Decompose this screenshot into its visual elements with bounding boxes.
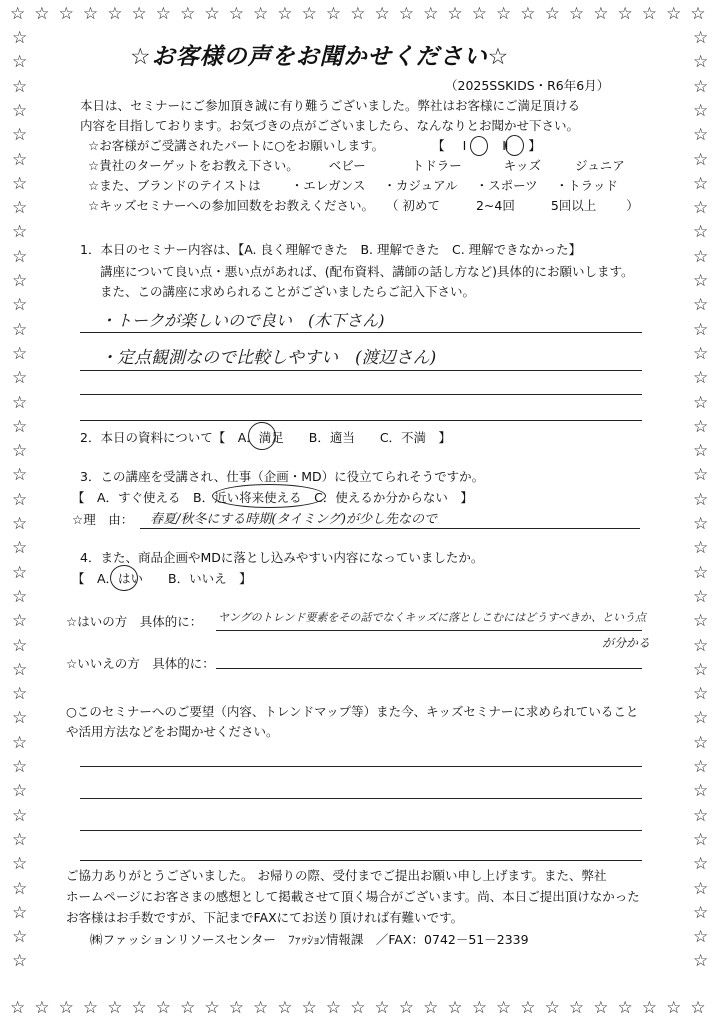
q4-selected-circle xyxy=(110,565,138,591)
border-star-icon: ☆ xyxy=(107,4,123,24)
q1-answer-line-4[interactable] xyxy=(80,420,642,421)
target-option-kids[interactable]: キッズ xyxy=(503,158,541,173)
target-option-baby[interactable]: ベビー xyxy=(328,158,366,173)
border-star-icon: ☆ xyxy=(12,781,28,802)
q1-line-3: また、この講座に求められることがございましたらご記入下さい。 xyxy=(100,284,476,299)
part-option-1[interactable]: Ⅰ xyxy=(462,138,467,153)
border-star-icon: ☆ xyxy=(180,4,196,24)
border-star-icon: ☆ xyxy=(180,998,196,1018)
page-subtitle: （2025SSKIDS・R6年6月） xyxy=(445,78,610,93)
border-star-icon: ☆ xyxy=(568,4,585,24)
border-star-icon: ☆ xyxy=(12,635,28,656)
border-star-icon: ☆ xyxy=(12,951,28,972)
border-star-icon: ☆ xyxy=(496,4,512,24)
border-star-icon: ☆ xyxy=(693,781,709,802)
border-star-icon: ☆ xyxy=(12,246,28,267)
target-label: ☆貴社のターゲットをお教え下さい。 xyxy=(88,158,299,173)
border-star-icon: ☆ xyxy=(693,465,709,486)
border-star-icon: ☆ xyxy=(693,684,709,705)
count-option-5plus[interactable]: 5回以上 xyxy=(550,198,597,213)
request-line-d[interactable] xyxy=(80,860,642,861)
border-star-icon: ☆ xyxy=(568,998,585,1018)
closing-line-1: ご協力ありがとうございました。 お帰りの際、受付までご提出お願い申し上げます。また、弊社 xyxy=(66,868,607,883)
closing-line-3: お客様はお手数ですが、下記までFAXにてお送り頂ければ有難いです。 xyxy=(66,910,464,925)
border-star-icon: ☆ xyxy=(12,173,28,194)
border-star-icon: ☆ xyxy=(693,659,709,680)
q1-answer-line-3[interactable] xyxy=(80,394,642,395)
border-star-icon: ☆ xyxy=(301,4,317,24)
border-star-icon: ☆ xyxy=(693,927,709,948)
border-star-icon: ☆ xyxy=(374,4,390,24)
border-star-icon: ☆ xyxy=(666,998,682,1018)
border-star-icon: ☆ xyxy=(693,635,709,656)
intro-line-1: 本日は、セミナーにご参加頂き誠に有り難うございました。弊社はお客様にご満足頂ける xyxy=(80,98,581,113)
taste-option-elegance[interactable]: ・エレガンス xyxy=(290,178,366,193)
border-star-icon: ☆ xyxy=(10,998,26,1018)
taste-label: ☆また、ブランドのテイストは xyxy=(88,178,261,193)
border-star-icon: ☆ xyxy=(693,878,709,899)
border-star-icon: ☆ xyxy=(277,998,293,1018)
border-star-icon: ☆ xyxy=(693,708,709,729)
border-star-icon: ☆ xyxy=(253,998,269,1018)
taste-option-trad[interactable]: ・トラッド xyxy=(555,178,618,193)
border-star-icon: ☆ xyxy=(12,416,28,437)
q3-line-2: 【 A．すぐ使える B．近い将来使える C．使えるか分からない 】 xyxy=(72,490,473,505)
q1-answer-line-1[interactable] xyxy=(80,332,642,333)
border-star-icon: ☆ xyxy=(447,4,463,24)
q3-reason-line[interactable] xyxy=(140,528,640,529)
border-star-icon: ☆ xyxy=(228,4,244,24)
q3-reason-label: ☆理 由： xyxy=(72,512,134,527)
border-star-icon: ☆ xyxy=(693,319,709,340)
border-star-icon: ☆ xyxy=(12,319,28,340)
border-star-icon: ☆ xyxy=(398,998,415,1018)
border-star-icon: ☆ xyxy=(107,998,123,1018)
target-option-junior[interactable]: ジュニア xyxy=(574,158,625,173)
border-star-icon: ☆ xyxy=(12,562,28,583)
q1-answer-1: ・トークが楽しいので良い (木下さん) xyxy=(100,311,385,330)
request-line-2: や活用方法などをお聞かせください。 xyxy=(66,724,279,739)
border-star-icon: ☆ xyxy=(82,998,99,1018)
border-star-icon: ☆ xyxy=(34,4,50,24)
footer-contact: ㈱ファッションリソースセンター ﾌｧｯｼｮﾝ情報課 ／FAX：0742－51－2339 xyxy=(90,932,529,947)
border-star-icon: ☆ xyxy=(325,998,342,1018)
border-star-icon: ☆ xyxy=(301,998,317,1018)
part-option-2-circle xyxy=(505,135,524,156)
border-star-icon: ☆ xyxy=(690,4,706,24)
q4-no-label: ☆いいえの方 具体的に： xyxy=(66,656,215,671)
border-star-icon: ☆ xyxy=(693,586,709,607)
border-star-icon: ☆ xyxy=(693,441,709,462)
q3-line-1: 3．この講座を受講され、仕事（企画・MD）に役立てられそうですか。 xyxy=(80,469,485,484)
page-title: ☆お客様の声をお聞かせください☆ xyxy=(130,44,510,70)
border-star-icon: ☆ xyxy=(12,902,28,923)
q1-answer-line-2[interactable] xyxy=(80,370,642,371)
border-star-icon: ☆ xyxy=(693,829,709,850)
border-star-icon: ☆ xyxy=(155,998,172,1018)
target-question xyxy=(88,158,647,174)
border-star-icon: ☆ xyxy=(82,4,99,24)
border-star-icon: ☆ xyxy=(693,100,709,121)
border-star-icon: ☆ xyxy=(693,343,709,364)
q1-line-1: 1．本日のセミナー内容は、【A. 良く理解できた B. 理解できた C. 理解できなかった】 xyxy=(80,242,582,257)
count-label: ☆キッズセミナーへの参加回数をお教えください。 xyxy=(88,198,374,213)
border-star-icon: ☆ xyxy=(447,998,463,1018)
border-star-icon: ☆ xyxy=(693,125,709,146)
border-star-icon: ☆ xyxy=(693,902,709,923)
border-star-icon: ☆ xyxy=(325,4,342,24)
taste-option-casual[interactable]: ・カジュアル xyxy=(383,178,458,193)
border-star-icon: ☆ xyxy=(374,998,390,1018)
border-star-icon: ☆ xyxy=(131,998,147,1018)
border-star-icon: ☆ xyxy=(641,998,658,1018)
border-star-icon: ☆ xyxy=(12,757,28,777)
border-star-icon: ☆ xyxy=(12,295,28,316)
q4-yes-answer-cont: が分かる xyxy=(602,636,651,650)
border-star-icon: ☆ xyxy=(12,465,28,486)
border-star-icon: ☆ xyxy=(12,368,28,389)
border-star-icon: ☆ xyxy=(693,392,709,413)
border-star-icon: ☆ xyxy=(617,998,633,1018)
q3-reason-answer: 春夏/秋冬にする時期(タイミング)が少し先なので xyxy=(150,512,438,527)
border-star-icon: ☆ xyxy=(693,368,709,389)
q2-question: 2．本日の資料について【 A．満足 B．適当 C．不満 】 xyxy=(80,430,452,445)
border-star-icon: ☆ xyxy=(12,732,28,753)
request-line-a[interactable] xyxy=(80,766,642,767)
border-star-icon: ☆ xyxy=(12,392,28,413)
border-star-icon: ☆ xyxy=(496,998,512,1018)
target-option-toddler[interactable]: トドラー xyxy=(411,158,462,173)
border-star-icon: ☆ xyxy=(693,295,709,316)
request-line-b[interactable] xyxy=(80,798,642,799)
border-star-icon: ☆ xyxy=(544,998,560,1018)
border-star-icon: ☆ xyxy=(693,28,709,48)
border-star-icon: ☆ xyxy=(693,514,709,534)
border-star-icon: ☆ xyxy=(350,4,366,24)
border-star-icon: ☆ xyxy=(641,4,658,24)
border-star-icon: ☆ xyxy=(693,562,709,583)
border-star-icon: ☆ xyxy=(693,489,709,510)
request-line-c[interactable] xyxy=(80,830,642,831)
part-option-2[interactable]: Ⅱ xyxy=(502,138,509,153)
q1-answer-2: ・定点観測なので比較しやすい (渡辺さん) xyxy=(100,348,437,368)
border-star-icon: ☆ xyxy=(12,538,28,559)
border-star-icon: ☆ xyxy=(34,998,50,1018)
border-star-icon: ☆ xyxy=(12,829,28,850)
border-star-icon: ☆ xyxy=(693,222,709,243)
border-star-icon: ☆ xyxy=(12,489,28,510)
border-star-icon: ☆ xyxy=(12,514,28,534)
border-star-icon: ☆ xyxy=(131,4,147,24)
border-star-icon: ☆ xyxy=(12,343,28,364)
border-star-icon: ☆ xyxy=(12,708,28,729)
part-bracket-open: 【 xyxy=(432,138,445,153)
count-question xyxy=(88,198,639,214)
q4-line-2: 【 A．はい B．いいえ 】 xyxy=(72,571,252,586)
border-star-icon: ☆ xyxy=(277,4,293,24)
border-star-icon: ☆ xyxy=(520,4,536,24)
border-star-icon: ☆ xyxy=(12,441,28,462)
border-star-icon: ☆ xyxy=(544,4,560,24)
border-star-icon: ☆ xyxy=(693,805,709,826)
part-bracket-close: 】 xyxy=(528,138,541,153)
count-paren-open: （ xyxy=(385,198,399,213)
taste-option-sports[interactable]: ・スポーツ xyxy=(475,178,538,193)
border-star-icon: ☆ xyxy=(471,998,487,1018)
border-star-icon: ☆ xyxy=(693,538,709,559)
border-star-icon: ☆ xyxy=(423,4,439,24)
border-star-icon: ☆ xyxy=(471,4,487,24)
border-star-icon: ☆ xyxy=(204,4,220,24)
border-star-icon: ☆ xyxy=(12,586,28,607)
border-star-icon: ☆ xyxy=(350,998,366,1018)
border-star-icon: ☆ xyxy=(58,998,74,1018)
border-star-icon: ☆ xyxy=(693,52,709,73)
border-star-icon: ☆ xyxy=(520,998,536,1018)
q4-no-line[interactable] xyxy=(216,668,642,669)
border-star-icon: ☆ xyxy=(12,198,28,219)
q4-yes-line[interactable] xyxy=(216,630,642,631)
border-star-icon: ☆ xyxy=(12,805,28,826)
border-star-icon: ☆ xyxy=(12,222,28,243)
border-star-icon: ☆ xyxy=(593,998,609,1018)
border-star-icon: ☆ xyxy=(398,4,415,24)
border-star-icon: ☆ xyxy=(666,4,682,24)
border-star-icon: ☆ xyxy=(693,416,709,437)
border-star-icon: ☆ xyxy=(58,4,74,24)
count-paren-close: ） xyxy=(626,198,639,213)
border-star-icon: ☆ xyxy=(12,684,28,705)
border-star-icon: ☆ xyxy=(12,878,28,899)
border-star-icon: ☆ xyxy=(155,4,172,24)
part-option-1-circle xyxy=(470,136,488,156)
border-star-icon: ☆ xyxy=(12,76,28,97)
border-star-icon: ☆ xyxy=(12,611,28,632)
border-star-icon: ☆ xyxy=(12,659,28,680)
border-star-icon: ☆ xyxy=(12,271,28,291)
taste-question xyxy=(88,178,640,194)
part-label: ☆お客様がご受講されたパートに○をお願いします。 xyxy=(88,138,385,153)
intro-line-2: 内容を目指しております。お気づきの点がございましたら、なんなりとお聞かせ下さい。 xyxy=(80,118,580,133)
border-star-icon: ☆ xyxy=(690,998,706,1018)
border-star-icon: ☆ xyxy=(12,125,28,146)
border-star-icon: ☆ xyxy=(617,4,633,24)
border-star-icon: ☆ xyxy=(693,246,709,267)
border-star-icon: ☆ xyxy=(12,149,28,170)
border-star-icon: ☆ xyxy=(12,100,28,121)
border-star-icon: ☆ xyxy=(423,998,439,1018)
border-star-icon: ☆ xyxy=(693,149,709,170)
border-star-icon: ☆ xyxy=(204,998,220,1018)
border-star-icon: ☆ xyxy=(12,52,28,73)
border-star-icon: ☆ xyxy=(693,854,709,875)
q1-line-2: 講座について良い点・悪い点があれば、(配布資料、講師の話し方など)具体的にお願いします。 xyxy=(100,264,634,279)
q2-selected-circle xyxy=(248,422,276,450)
border-star-icon: ☆ xyxy=(12,28,28,48)
border-star-icon: ☆ xyxy=(693,198,709,219)
closing-line-2: ホームページにお客さまの感想として掲載させて頂く場合がございます。尚、本日ご提出頂けなかった xyxy=(66,889,640,904)
q4-yes-answer: ヤングのトレンド要素をその話でなくキッズに落としこむにはどうすべきか、という点 xyxy=(218,611,646,624)
border-star-icon: ☆ xyxy=(693,76,709,97)
count-option-first[interactable]: 初めて xyxy=(402,198,440,213)
q3-selected-circle xyxy=(212,484,326,508)
q4-line-1: 4．また、商品企画やMDに落とし込みやすい内容になっていましたか。 xyxy=(80,550,484,565)
border-star-icon: ☆ xyxy=(693,951,709,972)
border-star-icon: ☆ xyxy=(693,611,709,632)
border-star-icon: ☆ xyxy=(253,4,269,24)
border-star-icon: ☆ xyxy=(228,998,244,1018)
count-option-2-4[interactable]: 2~4回 xyxy=(475,198,515,213)
border-star-icon: ☆ xyxy=(12,854,28,875)
border-star-icon: ☆ xyxy=(693,173,709,194)
border-star-icon: ☆ xyxy=(593,4,609,24)
request-line-1: ○このセミナーへのご要望（内容、トレンドマップ等）また今、キッズセミナーに求められていること xyxy=(66,704,639,719)
border-star-icon: ☆ xyxy=(693,271,709,291)
border-star-icon: ☆ xyxy=(10,4,26,24)
q4-yes-label: ☆はいの方 具体的に： xyxy=(66,614,203,629)
border-star-icon: ☆ xyxy=(693,757,709,777)
border-star-icon: ☆ xyxy=(12,927,28,948)
border-star-icon: ☆ xyxy=(693,732,709,753)
